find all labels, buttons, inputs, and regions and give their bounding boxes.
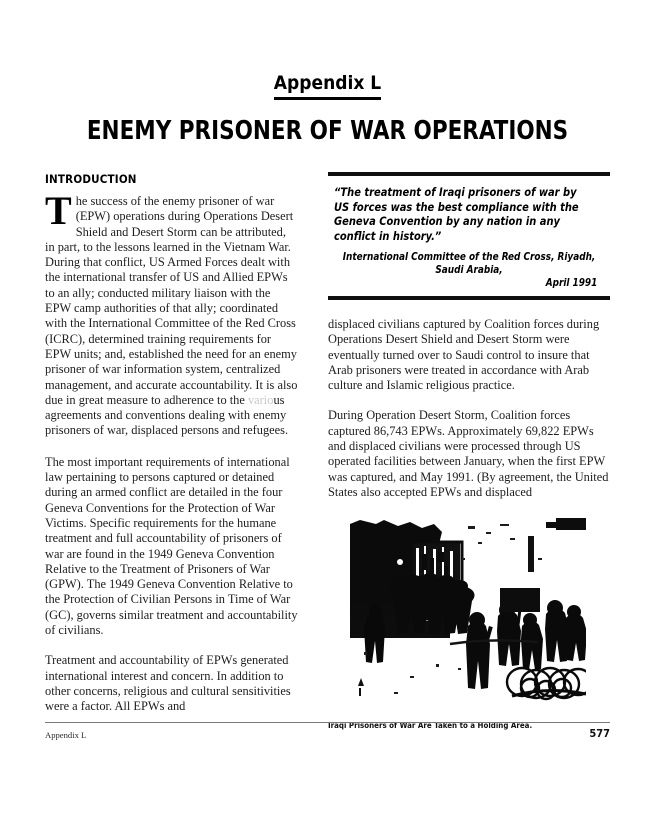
drop-cap: T (45, 188, 72, 233)
photo-block (328, 518, 610, 730)
pull-quote-date: April 1991 (545, 277, 598, 289)
pull-quote-text: “The treatment of Iraqi prisoners of war by US forces was the best compliance with the Geneva Convention by any nation in any conflict in history.” (334, 185, 579, 243)
footer-appendix-label: Appendix L (45, 730, 87, 740)
paragraph-intro-1-faded-text: vario (247, 392, 274, 407)
footer-divider (45, 722, 610, 723)
paragraph-intro-2: The most important requirements of international law pertaining to persons captured or detained during an armed conflict are detailed in the four Geneva Conventions for the Protection of War Victims. Specific requirements for the humane treatment and full accountability of prisoners of war are found in the 1949 Geneva Convention Relative to the Treatment of Prisoners of War (GPW). The 1949 Geneva Convention Relative to the Protection of Civilian Persons in Time of War (GC), governs similar treatment and accountability of civilians. (45, 454, 298, 638)
paragraph-intro-1-text-b: us agreements and conventions dealing with enemy prisoners of war, displaced persons and refugees. (45, 392, 289, 438)
left-column (45, 172, 298, 730)
appendix-title (45, 72, 610, 94)
paragraph-intro-1 (45, 188, 298, 439)
page-content (45, 0, 610, 731)
pull-quote-box (328, 172, 610, 300)
footer-page-number: 577 (589, 727, 610, 740)
pull-quote-attribution: International Committee of the Red Cross, Riyadh, Saudi Arabia, (342, 251, 596, 276)
paragraph-right-2: During Operation Desert Storm, Coalition forces captured 86,743 EPWs. Approximately 69,822 EPWs and displaced civilians were processed through US operated facilities between January, when the first EPW was captured, and May 1991. (By agreement, the United States also accepted EPWs and displaced (328, 408, 609, 499)
photo-halftone-graphic (350, 518, 586, 714)
chapter-title: ENEMY PRISONER OF WAR OPERATIONS (86, 116, 569, 146)
paragraph-intro-1-text-a: he success of the enemy prisoner of war (EPW) operations during Operations Desert Shield and Desert Storm can be attributed, in part, to the lessons learned in the Vietnam War. During that conflict, US Armed Forces dealt with the international transfer of US and Allied EPWs to an ally; conducted military liaison with the EPW camp authorities of that ally; coordinated with the International Committee of the Red Cross (ICRC), determined training requirements for EPW units; and, established the need for an enemy prisoner of war information system, centralized management, and accurate accountability. It is also due in great measure to adherence to the (45, 194, 298, 407)
appendix-title-text: Appendix L (274, 72, 381, 100)
right-column (328, 172, 610, 730)
photo-caption: Iraqi Prisoners of War Are Taken to a Holding Area. (328, 720, 533, 731)
paragraph-intro-3: Treatment and accountability of EPWs generated international interest and concern. In addition to other concerns, religious and cultural sensitivities were a factor. All EPWs and (45, 653, 291, 714)
section-heading-introduction: INTRODUCTION (45, 172, 137, 186)
photo-iraqi-prisoners-holding-area (350, 518, 586, 714)
paragraph-right-1: displaced civilians captured by Coalition forces during Operations Desert Shield and Desert Storm were eventually turned over to Saudi control to insure that Arab prisoners were treated in accordance with Arab culture and Islamic religious practice. (328, 317, 600, 393)
